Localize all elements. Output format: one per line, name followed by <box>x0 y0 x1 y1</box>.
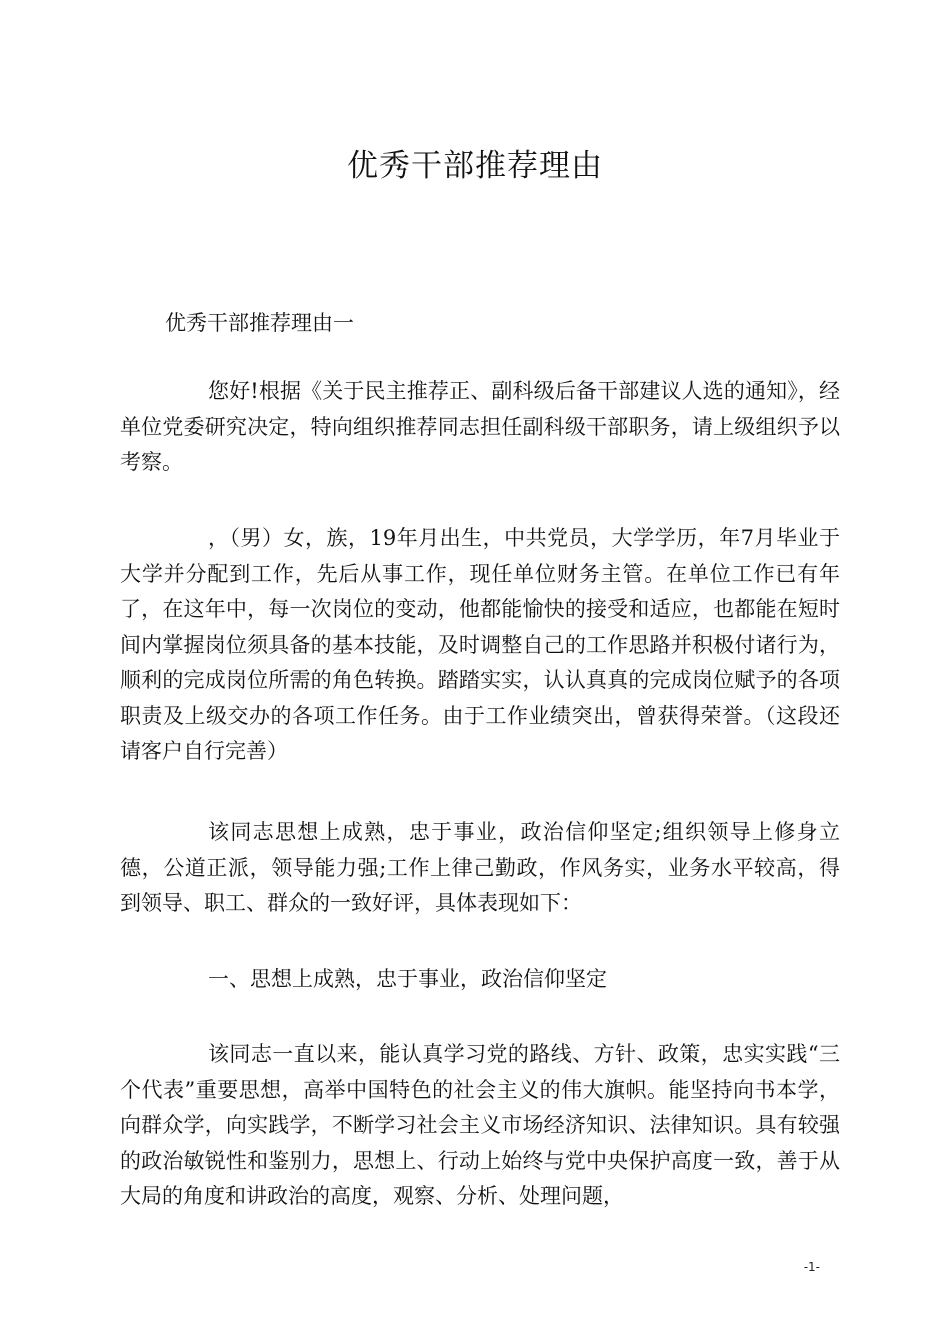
paragraph-biography: ，（男）女，族，19年月出生，中共党员，大学学历，年7月毕业于大学并分配到工作，先后从事工作，现任单位财务主管。在单位工作已有年了，在这年中，每一次岗位的变动，他都能愉快的接受和适应，也都能在短时间内掌握岗位须具备的基本技能，及时调整自己的工作思路并积极付诸行为，顺利的完成岗位所需的角色转换。踏踏实实，认认真真的完成岗位赋予的各项职责及上级交办的各项工作任务。由于工作业绩突出，曾获得荣誉。（这段还请客户自行完善） <box>120 526 840 763</box>
page-number: -1- <box>803 1260 820 1274</box>
paragraph-greeting: 您好!根据《关于民主推荐正、副科级后备干部建议人选的通知》，经单位党委研究决定，特向组织推荐同志担任副科级干部职务，请上级组织予以考察。 <box>120 379 840 474</box>
document-title: 优秀干部推荐理由 <box>347 148 603 184</box>
section-heading: 一、思想上成熟，忠于事业，政治信仰坚定 <box>208 967 607 991</box>
paragraph-summary: 该同志思想上成熟，忠于事业，政治信仰坚定;组织领导上修身立德，公道正派，领导能力强;工作上律己勤政，作风务实，业务水平较高，得到领导、职工、群众的一致好评，具体表现如下： <box>120 820 840 915</box>
document-subtitle: 优秀干部推荐理由一 <box>165 311 354 335</box>
section-paragraph: 该同志一直以来，能认真学习党的路线、方针、政策，忠实实践“三个代表”重要思想，高举中国特色的社会主义的伟大旗帜。能坚持向书本学，向群众学，向实践学，不断学习社会主义市场经济知识、法律知识。具有较强的政治敏锐性和鉴别力，思想上、行动上始终与党中央保护高度一致，善于从大局的角度和讲政治的高度，观察、分析、处理问题， <box>120 1042 840 1208</box>
